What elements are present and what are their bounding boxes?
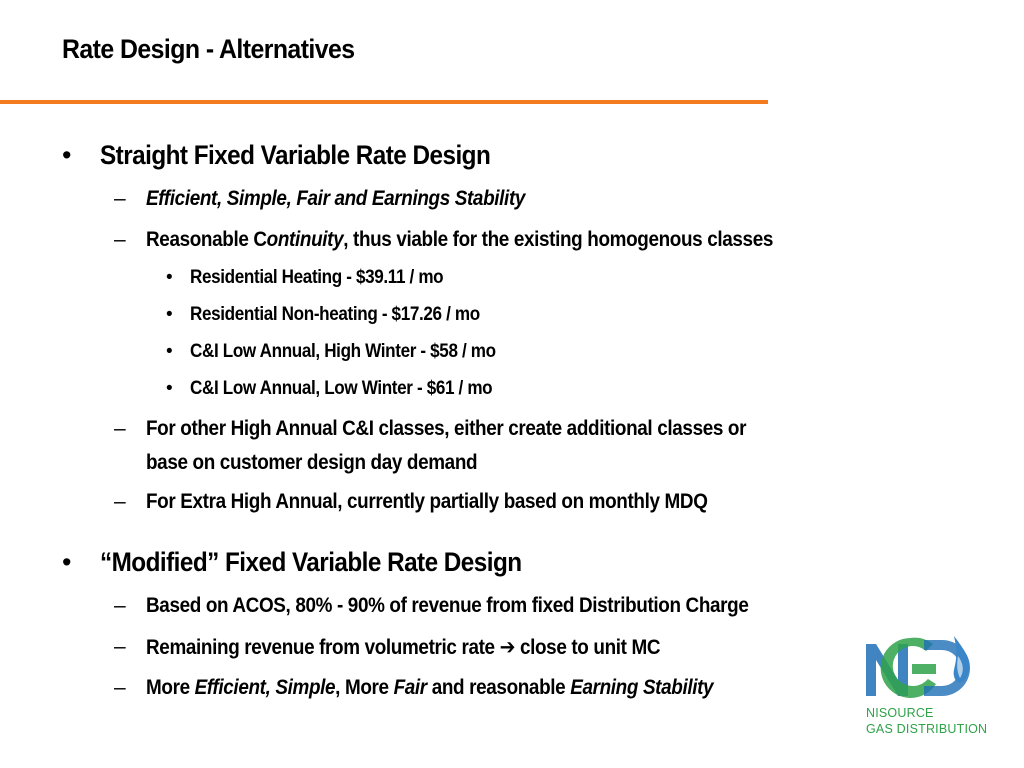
- section-heading: “Modified” Fixed Variable Rate Design: [100, 547, 522, 577]
- dash-marker: –: [114, 490, 126, 513]
- item-text-emphasis: ontinuity: [266, 228, 344, 251]
- item-text-part: More: [146, 676, 195, 699]
- item-text-part: close to unit MC: [519, 636, 661, 659]
- dash-marker: –: [114, 676, 126, 699]
- item-text-emphasis: Earning Stability: [570, 676, 714, 699]
- bullet-marker: •: [166, 267, 173, 288]
- section-heading: Straight Fixed Variable Rate Design: [100, 140, 491, 170]
- item-text: Efficient, Simple, Fair and Earnings Stability: [146, 187, 526, 210]
- item-text: Based on ACOS, 80% - 90% of revenue from fixed Distribution Charge: [146, 594, 749, 617]
- dash-marker: –: [114, 187, 126, 210]
- item-text-line1: For other High Annual C&I classes, either create additional classes or: [146, 417, 747, 440]
- item-text-part: , thus viable for the existing homogenous classes: [343, 228, 774, 251]
- dash-marker: –: [114, 417, 126, 440]
- item-text-part: , More: [335, 676, 394, 699]
- bullet-marker: •: [62, 547, 71, 577]
- logo-text-line2: GAS DISTRIBUTION: [866, 722, 988, 736]
- item-text-part: and reasonable: [426, 676, 571, 699]
- item-text-emphasis: Efficient, Simple: [194, 676, 336, 699]
- slide-title: Rate Design - Alternatives: [62, 34, 355, 64]
- item-text: Residential Heating - $39.11 / mo: [190, 267, 444, 288]
- item-text: [146, 635, 660, 660]
- arrow-right-icon: ➔: [499, 636, 516, 659]
- item-text: [146, 676, 713, 700]
- bullet-marker: •: [62, 140, 71, 170]
- item-text: Residential Non-heating - $17.26 / mo: [190, 304, 480, 325]
- item-text-emphasis: Fair: [393, 676, 427, 699]
- item-text-line2: base on customer design day demand: [146, 451, 478, 474]
- dash-marker: –: [114, 594, 126, 617]
- logo-text-line1: NISOURCE: [866, 706, 934, 720]
- item-text: C&I Low Annual, High Winter - $58 / mo: [190, 341, 496, 362]
- item-text: C&I Low Annual, Low Winter - $61 / mo: [190, 378, 493, 399]
- dash-marker: –: [114, 228, 126, 251]
- item-text-part: Remaining revenue from volumetric rate: [146, 636, 495, 659]
- dash-marker: –: [114, 635, 126, 658]
- bullet-marker: •: [166, 378, 173, 399]
- bullet-marker: •: [166, 304, 173, 325]
- bullet-marker: •: [166, 341, 173, 362]
- item-text-part: Reasonable C: [146, 228, 267, 251]
- item-text: For Extra High Annual, currently partially based on monthly MDQ: [146, 490, 708, 513]
- item-text: [146, 228, 773, 252]
